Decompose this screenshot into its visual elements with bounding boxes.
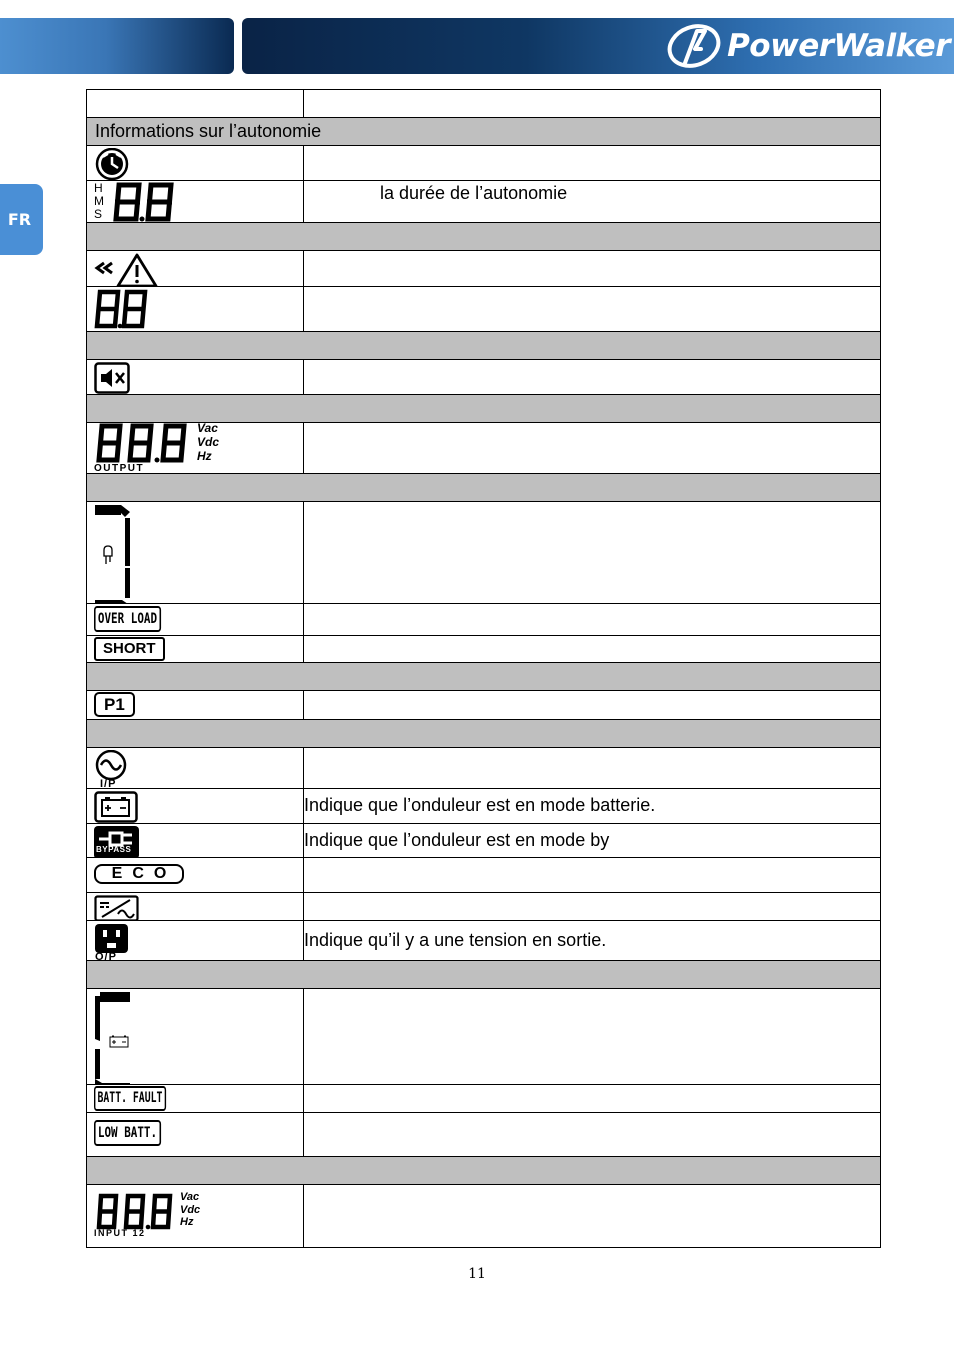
table-row <box>87 604 881 636</box>
table-row <box>87 691 881 720</box>
ac-input-icon <box>94 750 130 780</box>
section-title-autonomie: Informations sur l’autonomie <box>87 118 881 146</box>
input-unit-hz-label: Hz <box>180 1216 194 1228</box>
op-label: O/P <box>95 951 117 961</box>
section-row <box>87 663 881 691</box>
warning-icon <box>94 253 160 287</box>
section-row <box>87 1157 881 1185</box>
load-level-bar-icon <box>94 504 134 604</box>
header-right-band <box>242 18 954 74</box>
battery-mode-text: Indique que l’onduleur est en mode batterie. <box>304 789 881 824</box>
lcd-symbols-table <box>86 89 881 1248</box>
table-row <box>87 858 881 893</box>
table-row <box>87 146 881 181</box>
page-number: 11 <box>468 1266 486 1282</box>
ip-label: I/P <box>100 778 117 789</box>
input-digits-display-icon <box>95 1193 177 1231</box>
table-row <box>87 360 881 395</box>
table-row <box>87 423 881 474</box>
battery-level-bar-icon <box>94 991 134 1085</box>
bypass-label: BYPASS <box>96 845 132 854</box>
output-voltage-text: Indique qu’il y a une tension en sortie. <box>304 921 881 961</box>
section-row <box>87 961 881 989</box>
eco-badge: ECO <box>94 864 184 884</box>
language-tab-fr[interactable]: FR <box>0 184 43 255</box>
bypass-mode-text: Indique que l’onduleur est en mode by <box>304 824 881 858</box>
inverter-icon <box>94 895 140 921</box>
p1-badge: P1 <box>94 692 135 717</box>
table-row <box>87 748 881 789</box>
mute-icon <box>94 362 132 394</box>
clock-icon <box>94 148 132 180</box>
section-row <box>87 474 881 502</box>
table-row <box>87 90 881 118</box>
section-row <box>87 332 881 360</box>
powerwalker-emblem-icon <box>665 23 723 69</box>
brand-logo <box>665 22 950 70</box>
low-batt-badge: LOW BATT. <box>94 1120 161 1146</box>
table-row <box>87 989 881 1085</box>
input-unit-vac-label: Vac <box>180 1191 200 1203</box>
hms-s-label: S <box>94 207 103 221</box>
fault-code-display-icon <box>94 289 154 329</box>
table-row <box>87 287 881 332</box>
unit-vdc-label: Vdc <box>197 435 220 449</box>
overload-badge: OVER LOAD <box>94 606 161 632</box>
output-digits-display-icon <box>95 423 191 465</box>
hms-h-label: H <box>94 181 103 195</box>
table-row <box>87 893 881 921</box>
table-row <box>87 181 881 223</box>
section-row <box>87 395 881 423</box>
section-row <box>87 720 881 748</box>
table-row <box>87 1113 881 1157</box>
unit-hz-label: Hz <box>197 449 212 463</box>
section-row <box>87 223 881 251</box>
table-row <box>87 1185 881 1248</box>
section-row-autonomie <box>87 118 881 146</box>
header-left-band <box>0 18 234 74</box>
table-row <box>87 789 881 824</box>
two-digit-display-icon <box>111 181 177 223</box>
table-row <box>87 502 881 604</box>
table-row <box>87 1085 881 1113</box>
table-row <box>87 921 881 961</box>
output-label: OUTPUT <box>94 463 145 474</box>
input-unit-vdc-label: Vdc <box>180 1203 201 1216</box>
table-row <box>87 824 881 858</box>
duree-autonomie-text: la durée de l’autonomie <box>380 183 568 203</box>
input-label: INPUT 12 <box>94 1228 146 1238</box>
table-row <box>87 251 881 287</box>
batt-fault-badge: BATT. FAULT <box>94 1086 166 1111</box>
battery-mode-icon <box>94 791 140 823</box>
hms-m-label: M <box>94 194 104 208</box>
short-badge: SHORT <box>94 637 165 661</box>
unit-vac-label: Vac <box>197 422 218 435</box>
brand-name: PowerWalker <box>727 28 950 64</box>
table-row <box>87 636 881 663</box>
outlet-icon <box>94 923 130 953</box>
